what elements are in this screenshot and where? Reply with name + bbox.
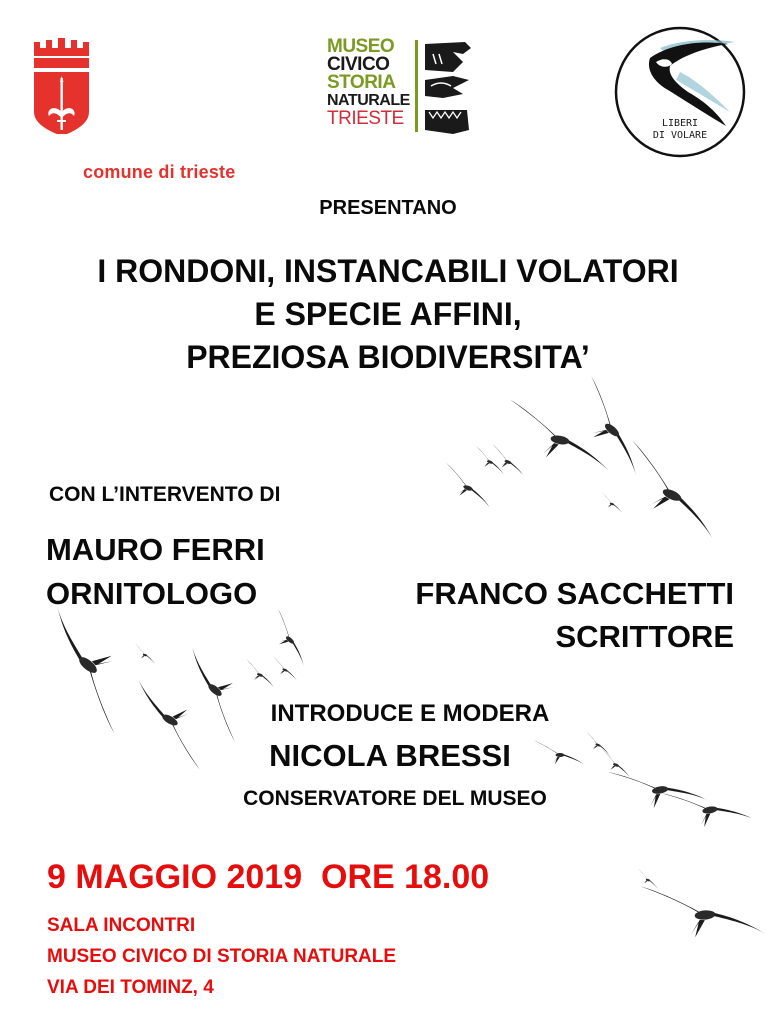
trieste-coat-of-arms-icon [32, 34, 92, 134]
venue-line-3: VIA DEI TOMINZ, 4 [47, 977, 214, 998]
event-title-line-1: I RONDONI, INSTANCABILI VOLATORI [97, 253, 679, 289]
event-datetime: 9 MAGGIO 2019 ORE 18.00 [47, 858, 490, 896]
museo-logo-line-3: STORIA [327, 72, 396, 93]
museo-civico-logo [327, 38, 477, 138]
museo-logo-divider [415, 40, 418, 132]
speaker-2-name: FRANCO SACCHETTI [415, 576, 734, 611]
speaker-1-name: MAURO FERRI [46, 532, 265, 567]
venue-line-1: SALA INCONTRI [47, 915, 196, 936]
museo-logo-line-1: MUSEO [327, 36, 395, 57]
moderator-label: INTRODUCE E MODERA [270, 700, 550, 727]
event-title [0, 250, 776, 379]
museo-logo-line-4: NATURALE [327, 92, 410, 109]
comune-di-trieste-logo [28, 30, 248, 182]
speaker-2-role: SCRITTORE [555, 619, 734, 654]
moderator-role: CONSERVATORE DEL MUSEO [243, 787, 547, 810]
liberi-di-volare-label [610, 118, 750, 142]
liberi-label-line-2: DI VOLARE [652, 130, 708, 141]
liberi-label-line-1: LIBERI [661, 118, 699, 129]
speaker-1-role: ORNITOLOGO [46, 576, 258, 611]
event-title-line-3: PREZIOSA BIODIVERSITA’ [186, 339, 590, 375]
museo-logo-line-2: CIVICO [327, 54, 390, 75]
comune-di-trieste-label: comune di trieste [83, 162, 236, 182]
presentano-heading: PRESENTANO [319, 197, 457, 219]
moderator-name: NICOLA BRESSI [269, 738, 511, 773]
liberi-di-volare-logo [610, 22, 750, 162]
museo-logo-line-5: TRIESTE [327, 108, 404, 129]
event-venue [47, 910, 396, 1003]
fossils-icon [423, 40, 473, 136]
intervention-label: CON L’INTERVENTO DI [49, 483, 281, 506]
venue-line-2: MUSEO CIVICO DI STORIA NATURALE [47, 946, 397, 967]
event-title-line-2: E SPECIE AFFINI, [254, 296, 522, 332]
